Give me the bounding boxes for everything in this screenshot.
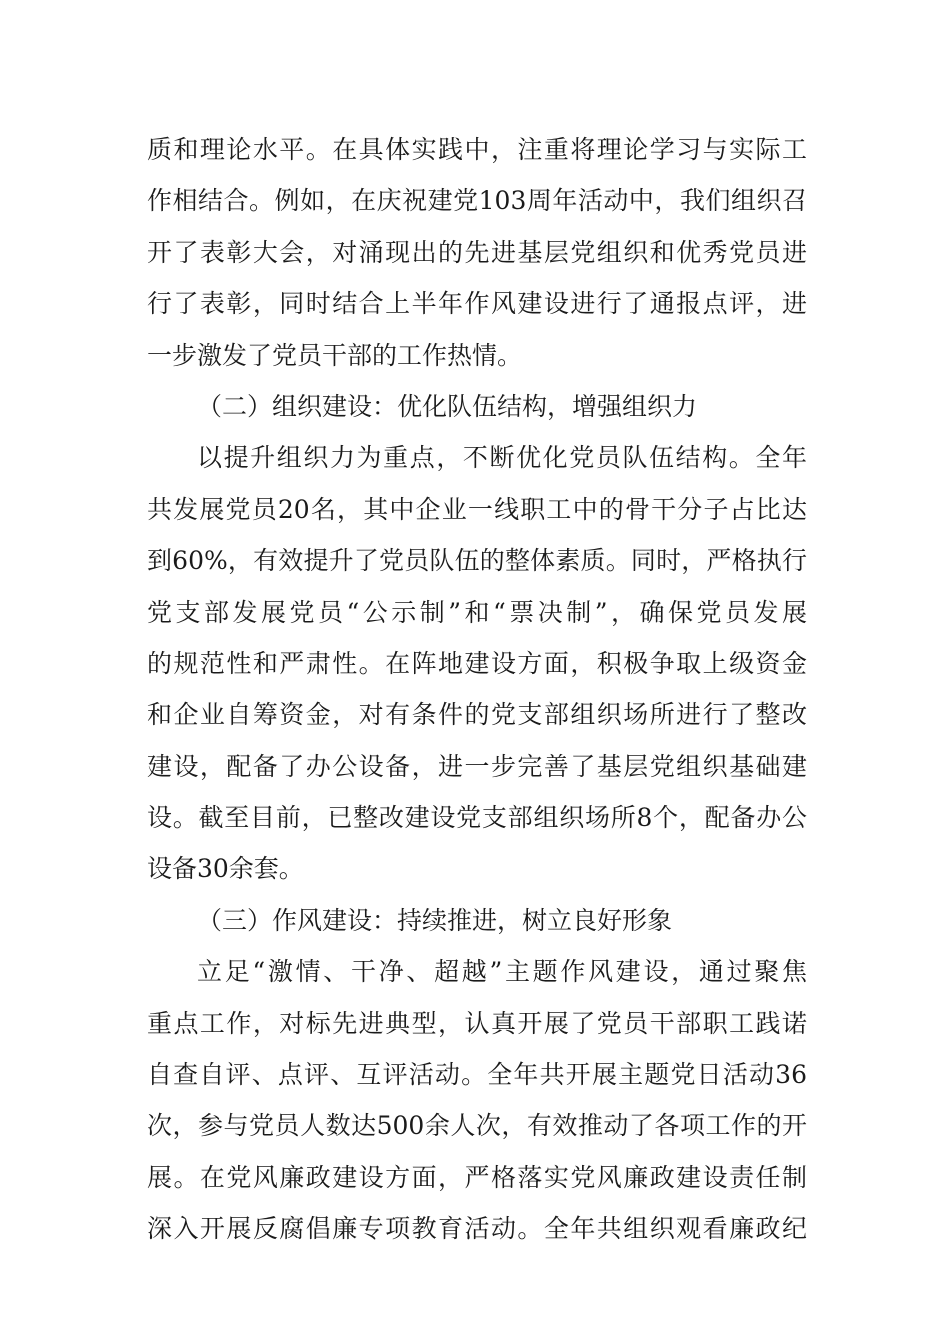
paragraph-style: [147, 946, 807, 1254]
paragraph-line: 到60%，有效提升了党员队伍的整体素质。同时，严格执行: [147, 546, 807, 576]
section-heading-organization: （二）组织建设：优化队伍结构，增强组织力: [197, 391, 698, 421]
paragraph-continued: [147, 124, 807, 381]
paragraph-line: 重点工作，对标先进典型，认真开展了党员干部职工践诺: [147, 1008, 807, 1038]
paragraph-line: 建设，配备了办公设备，进一步完善了基层党组织基础建: [147, 751, 807, 781]
paragraph-line: 设备30余套。: [147, 854, 304, 884]
paragraph-line: 设。截至目前，已整改建设党支部组织场所8个，配备办公: [147, 803, 807, 833]
section-heading-style: （三）作风建设：持续推进，树立良好形象: [197, 905, 673, 935]
paragraph-line: 和企业自筹资金，对有条件的党支部组织场所进行了整改: [147, 700, 807, 730]
paragraph-line: 自查自评、点评、互评活动。全年共开展主题党日活动36: [147, 1060, 807, 1090]
paragraph-line: 的规范性和严肃性。在阵地建设方面，积极争取上级资金: [147, 648, 807, 678]
paragraph-line: 以提升组织力为重点，不断优化党员队伍结构。全年: [197, 443, 807, 473]
paragraph-line: 党支部发展党员“公示制”和“票决制”，确保党员发展: [147, 597, 807, 627]
paragraph-line: 开了表彰大会，对涌现出的先进基层党组织和优秀党员进: [147, 237, 807, 267]
paragraph-line: 展。在党风廉政建设方面，严格落实党风廉政建设责任制: [147, 1162, 807, 1192]
paragraph-line: 作相结合。例如，在庆祝建党103周年活动中，我们组织召: [147, 186, 807, 216]
paragraph-line: 行了表彰，同时结合上半年作风建设进行了通报点评，进: [147, 289, 807, 319]
paragraph-line: 深入开展反腐倡廉专项教育活动。全年共组织观看廉政纪: [147, 1214, 807, 1244]
paragraph-line: 次，参与党员人数达500余人次，有效推动了各项工作的开: [147, 1111, 807, 1141]
paragraph-line: 立足“激情、干净、超越”主题作风建设，通过聚焦: [197, 957, 807, 987]
paragraph-organization: [147, 432, 807, 895]
paragraph-line: 质和理论水平。在具体实践中，注重将理论学习与实际工: [147, 135, 807, 164]
paragraph-line: 共发展党员20名，其中企业一线职工中的骨干分子占比达: [147, 494, 807, 524]
paragraph-line: 一步激发了党员干部的工作热情。: [147, 340, 523, 370]
document-body: [147, 124, 807, 1255]
